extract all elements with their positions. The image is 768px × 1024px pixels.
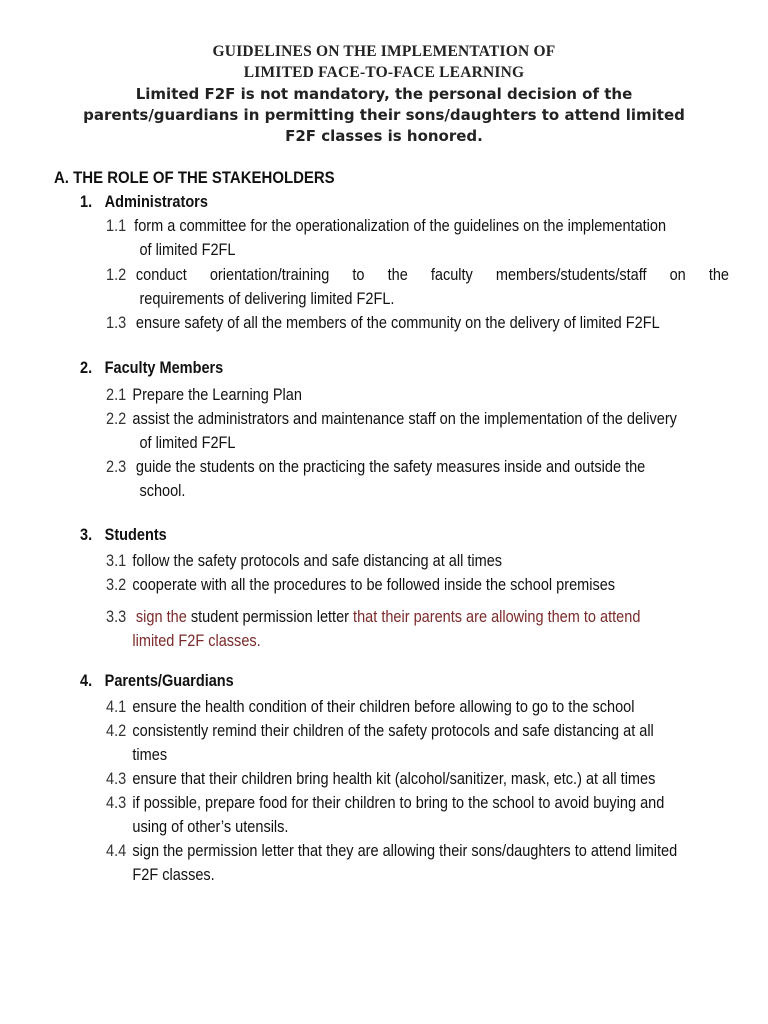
- group-number: 3.: [80, 526, 93, 544]
- group-title: Faculty Members: [104, 359, 224, 377]
- item-text-continued: of limited F2FL: [139, 434, 236, 452]
- word: to: [352, 266, 365, 284]
- item-text: [106, 605, 640, 629]
- item-number: 4.2: [106, 722, 127, 740]
- group-number: 2.: [80, 359, 93, 377]
- item-text-continued: times: [132, 746, 168, 764]
- list-item: [106, 214, 666, 262]
- item-number: 2.2: [106, 410, 127, 428]
- list-item: [106, 839, 677, 887]
- list-item: [106, 263, 729, 311]
- item-text: consistently remind their children of the safety protocols and safe distancing at all: [132, 722, 654, 740]
- item-text: follow the safety protocols and safe distancing at all times: [132, 552, 503, 570]
- item-text: [106, 263, 729, 287]
- item-number: 1.2: [106, 266, 127, 284]
- item-number: 3.3: [106, 608, 127, 626]
- list-item: [106, 767, 655, 791]
- group-heading-students: [80, 526, 167, 545]
- word: the: [708, 266, 730, 284]
- document-title-line-2: LIMITED FACE-TO-FACE LEARNING: [243, 64, 525, 81]
- group-heading-parents-guardians: [80, 672, 234, 691]
- item-text: ensure the health condition of their children before allowing to go to the school: [132, 698, 635, 716]
- item-number: 4.1: [106, 698, 127, 716]
- item-text: ensure safety of all the members of the community on the delivery of limited F2FL: [135, 314, 660, 332]
- item-text: if possible, prepare food for their children to bring to the school to avoid buying and: [132, 794, 665, 812]
- group-heading-faculty-members: [80, 359, 223, 378]
- group-title: Students: [104, 526, 167, 544]
- list-item: [106, 549, 502, 573]
- word: members/students/staff: [495, 266, 647, 284]
- item-text: form a committee for the operationalization of the guidelines on the implementation: [134, 217, 667, 235]
- item-text: assist the administrators and maintenance staff on the implementation of the delivery: [132, 410, 677, 428]
- item-text: guide the students on the practicing the safety measures inside and outside the: [135, 458, 646, 476]
- section-heading: [54, 168, 335, 188]
- item-text: cooperate with all the procedures to be followed inside the school premises: [132, 576, 616, 594]
- item-text-continued: limited F2F classes.: [132, 632, 261, 650]
- list-item: [106, 573, 615, 597]
- section-label: A.: [54, 168, 69, 187]
- list-item: [106, 311, 660, 335]
- list-item: [106, 455, 645, 503]
- intro-line: parents/guardians in permitting their sons/daughters to attend limited: [83, 106, 685, 124]
- list-item: [106, 407, 677, 455]
- list-item: [106, 383, 302, 407]
- item-text-highlight: sign the: [135, 608, 187, 626]
- group-heading-administrators: [80, 193, 208, 212]
- list-item: [106, 695, 634, 719]
- group-number: 1.: [80, 193, 93, 211]
- item-number: 4.3: [106, 794, 127, 812]
- item-text: sign the permission letter that they are allowing their sons/daughters to attend limited: [132, 842, 678, 860]
- item-number: 1.3: [106, 314, 127, 332]
- group-title: Parents/Guardians: [104, 672, 234, 690]
- item-text-highlight: that their parents are allowing them to attend: [353, 608, 641, 626]
- item-number: 3.1: [106, 552, 127, 570]
- item-text-continued: school.: [139, 482, 186, 500]
- item-text-plain: student permission letter: [190, 608, 350, 626]
- list-item: [106, 791, 664, 839]
- item-text-continued: F2F classes.: [132, 866, 215, 884]
- item-text-continued: of limited F2FL: [139, 241, 236, 259]
- item-text: ensure that their children bring health kit (alcohol/sanitizer, mask, etc.) at all times: [132, 770, 656, 788]
- section-title: THE ROLE OF THE STAKEHOLDERS: [73, 168, 335, 187]
- item-text-continued: using of other’s utensils.: [132, 818, 289, 836]
- item-number: 2.1: [106, 386, 127, 404]
- item-number: 1.1: [106, 217, 127, 235]
- item-number: 4.4: [106, 842, 127, 860]
- word: orientation/training: [209, 266, 330, 284]
- document-title-line-1: GUIDELINES ON THE IMPLEMENTATION OF: [212, 43, 556, 60]
- group-number: 4.: [80, 672, 93, 690]
- word: on: [669, 266, 686, 284]
- word: faculty: [430, 266, 473, 284]
- item-text: Prepare the Learning Plan: [132, 386, 302, 404]
- word: conduct: [135, 266, 187, 284]
- intro-statement: [0, 84, 768, 147]
- intro-line: F2F classes is honored.: [285, 127, 483, 145]
- item-text-continued: requirements of delivering limited F2FL.: [139, 290, 395, 308]
- item-number: 3.2: [106, 576, 127, 594]
- list-item: [106, 605, 640, 653]
- item-number: 2.3: [106, 458, 127, 476]
- word: the: [387, 266, 408, 284]
- group-title: Administrators: [104, 193, 208, 211]
- list-item: [106, 719, 654, 767]
- intro-line: Limited F2F is not mandatory, the personal decision of the: [135, 85, 633, 103]
- item-number: 4.3: [106, 770, 127, 788]
